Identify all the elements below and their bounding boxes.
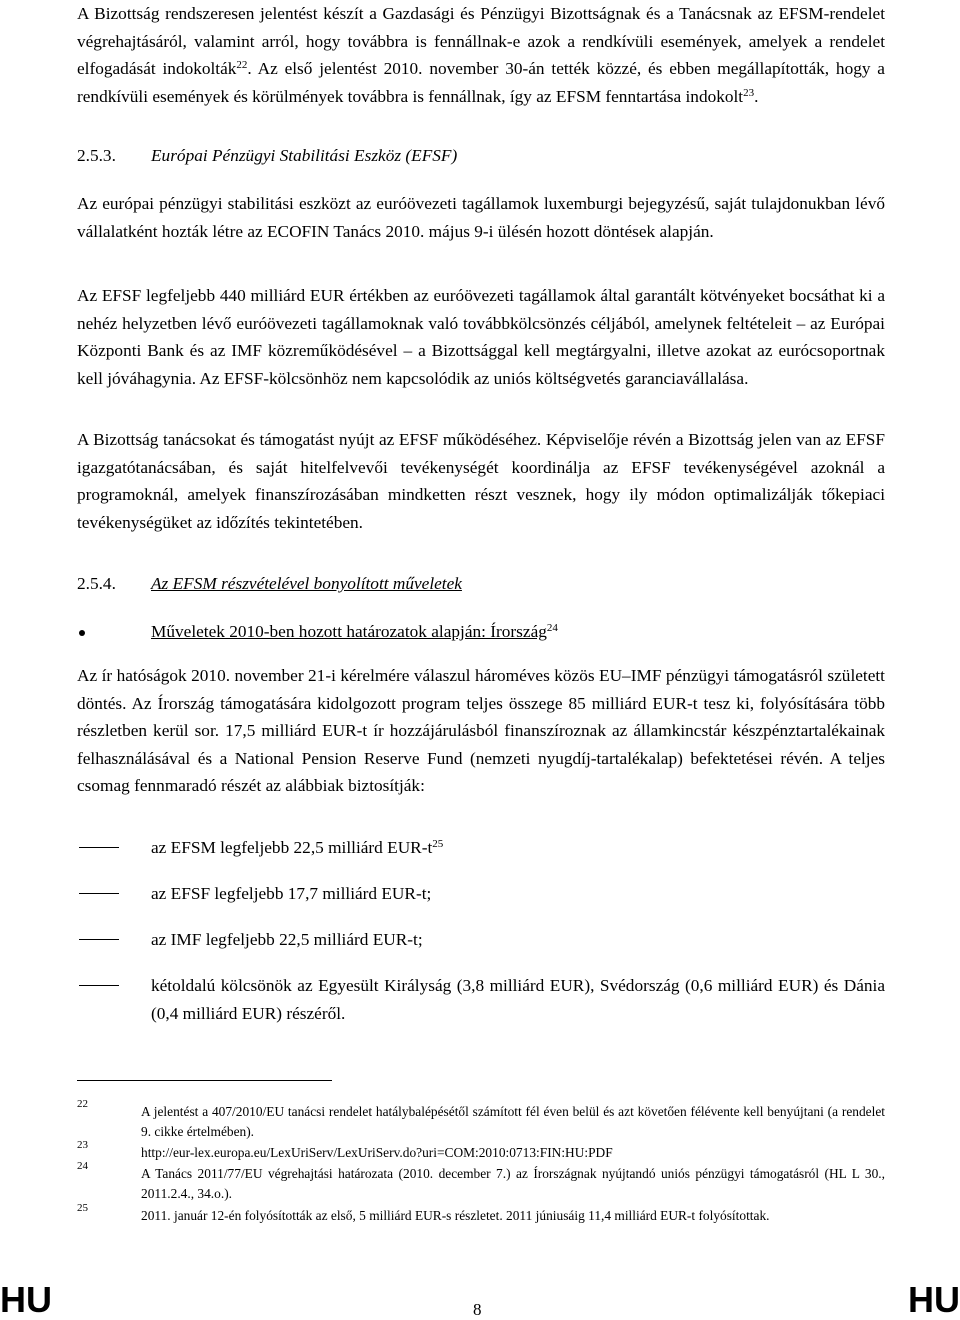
footnote-ref[interactable]: 22 [236,59,248,72]
bullet-icon [77,618,151,646]
footnote-text: A Tanács 2011/77/EU végrehajtási határozata (2010. december 7.) az Írországnak nyújtandó uniós pénzügyi támogatásról (HL L 30., 2011.2.4., 34.o.). [141,1166,885,1201]
paragraph-commission-role: A Bizottság tanácsokat és támogatást nyújt az EFSF működéséhez. Képviselője révén a Bizottság jelen van az EFSF igazgatótanácsában, és saját hitelfelvevői tevékenységét koordinálja az EFSF tevékenységével azoknál a programoknál, amelyek finanszírozásában mindketten részt vesznek, hogy ily módon optimalizálják tőkepiaci tevékenységüket az időzítés tekintetében. [77,430,885,532]
footnote-number: 25 [77,1202,88,1214]
footnote-number: 22 [77,1098,88,1110]
section-title: Európai Pénzügyi Stabilitási Eszköz (EFSF) [151,146,458,165]
bullet-ireland-operations [77,618,558,646]
footnote-24 [77,1160,885,1204]
paragraph-text: . [754,86,759,106]
footnote-23 [77,1139,885,1163]
page-number: 8 [473,1300,482,1319]
paragraph-text: . Az első jelentést 2010. november 30-án tették közzé, és ebben megállapították, hogy a rendkívüli események és körülmények továbbra is fennállnak, így az EFSM fenntartása indokolt [77,59,885,106]
footnote-text: 2011. január 12-én folyósították az első, 5 milliárd EUR-s részletet. 2011 júniusáig 11,4 milliárd EUR-t folyósítottak. [141,1208,770,1223]
dash-item-imf [77,926,885,954]
dash-item-text: az EFSM legfeljebb 22,5 milliárd EUR-t [151,838,433,857]
footnote-link[interactable]: http://eur-lex.europa.eu/LexUriServ/LexUriServ.do?uri=COM:2010:0713:FIN:HU:PDF [141,1145,613,1160]
footnote-ref[interactable]: 25 [432,838,444,850]
dash-item-text: kétoldalú kölcsönök az Egyesült Királyság (3,8 milliárd EUR), Svédország (0,6 milliárd EUR) és Dánia (0,4 milliárd EUR) részéről. [151,976,885,1023]
footnote-25 [77,1202,885,1226]
dash-icon [79,893,119,894]
footer-language-left: HU [0,1279,52,1320]
paragraph-irish-support: Az ír hatóságok 2010. november 21-i kérelmére válaszul hároméves közös EU–IMF pénzügyi támogatásról született döntés. Az Írország támogatására kidolgozott program teljes összege 85 milliárd EUR-t tesz ki, folyósítására több részletben kerül sor. 17,5 milliárd EUR-t ír hozzájárulásból finanszíroznak az államkincstár készpénztartalékainak felhasználásával és a National Pension Reserve Fund (nemzeti nyugdíj-tartalékalap) befektetései révén. A teljes csomag fennmaradó részét az alábbiak biztosítják: [77,666,885,796]
dash-item-efsm [77,834,885,862]
dash-item-efsf [77,880,885,908]
footnote-ref[interactable]: 24 [546,622,558,634]
section-title: Az EFSM részvételével bonyolított műveletek [151,574,462,593]
paragraph-intro [77,0,885,110]
dash-icon [79,939,119,940]
footnote-number: 23 [77,1139,88,1151]
paragraph-text: A Bizottság rendszeresen jelentést készít a Gazdasági és Pénzügyi Bizottságnak és a Tanácsnak az EFSM-rendelet végrehajtásáról, valamint arról, hogy továbbra is fennállnak-e azok a rendkívüli események, amelyek a rendelet elfogadását indokolták [77,4,885,79]
paragraph-efsf-intro: Az európai pénzügyi stabilitási eszközt az euróövezeti tagállamok luxemburgi bejegyzésű, saját tulajdonukban lévő vállalatként hozták létre az ECOFIN Tanács 2010. május 9-i ülésén hozott döntések alapján. [77,194,885,241]
paragraph-efsf-bonds: Az EFSF legfeljebb 440 milliárd EUR értékben az euróövezeti tagállamok által garantált kötvényeket bocsáthat ki a nehéz helyzetben lévő euróövezeti tagállamoknak való továbbkölcsönzés céljából, amelynek feltételeit – az Európai Központi Bank és az IMF közreműködésével – a Bizottsággal kell megtárgyalni, illetve azokat az eurócsoportnak kell jóváhagynia. Az EFSF-kölcsönhöz nem kapcsolódik az uniós költségvetés garanciavállalása. [77,286,885,388]
dash-item-bilateral [77,972,885,1027]
section-number: 2.5.3. [77,146,116,165]
section-number: 2.5.4. [77,574,116,593]
section-heading-2-5-3 [77,142,457,170]
footnote-text: A jelentést a 407/2010/EU tanácsi rendelet hatálybalépésétől számított fél éven belül és azt követően félévente kell benyújtani (a rendelet 9. cikke értelmében). [141,1104,885,1139]
dash-icon [79,847,119,848]
footnote-ref[interactable]: 23 [743,86,755,99]
footnote-separator [77,1080,332,1081]
dash-item-text: az IMF legfeljebb 22,5 milliárd EUR-t; [151,930,423,949]
footnote-22 [77,1098,885,1142]
footnote-number: 24 [77,1160,88,1172]
section-heading-2-5-4 [77,570,462,598]
footer-language-right: HU [908,1279,960,1320]
dash-icon [79,985,119,986]
dash-item-text: az EFSF legfeljebb 17,7 milliárd EUR-t; [151,884,432,903]
bullet-text: Műveletek 2010-ben hozott határozatok alapján: Írország [151,622,547,641]
